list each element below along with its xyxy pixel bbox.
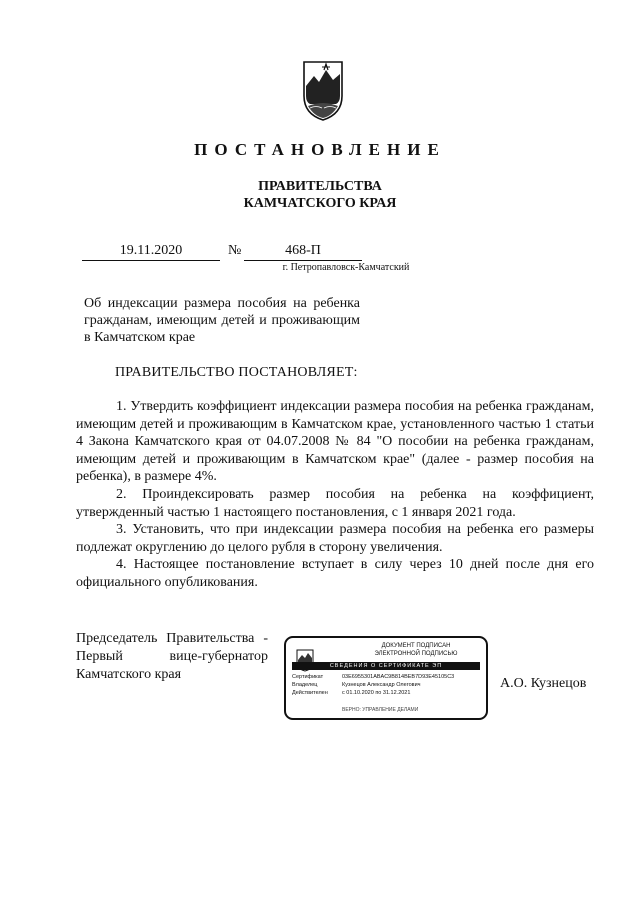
signer-position-line-1: Председатель Правительства -	[76, 631, 268, 646]
stamp-note: ВЕРНО: УПРАВЛЕНИЕ ДЕЛАМИ	[342, 707, 419, 713]
stamp-owner-value: Кузнецов Александр Олегович	[342, 682, 421, 688]
stamp-certificate-bar: СВЕДЕНИЯ О СЕРТИФИКАТЕ ЭП	[292, 662, 480, 670]
signer-position-line-2: Первый вице-губернатор	[76, 649, 268, 664]
city-label: г. Петропавловск-Камчатский	[282, 262, 410, 273]
stamp-validity-label: Действителен	[292, 690, 328, 696]
resolution-heading: ПРАВИТЕЛЬСТВО ПОСТАНОВЛЯЕТ:	[115, 365, 358, 380]
coat-of-arms-emblem	[300, 56, 346, 122]
paragraph-3: 3. Установить, что при индексации размера пособия на ребенка его размеры подлежат округлению до целого рубля в сторону увеличения.	[76, 522, 594, 555]
document-number: 468-П	[244, 243, 362, 261]
issuer-heading	[0, 178, 640, 212]
stamp-details	[292, 673, 482, 697]
stamp-validity-value: с 01.10.2020 по 31.12.2021	[342, 690, 411, 696]
electronic-signature-stamp	[284, 636, 488, 720]
stamp-title-line-1: ДОКУМЕНТ ПОДПИСАН	[381, 643, 451, 649]
stamp-row-certificate	[292, 673, 482, 681]
stamp-certificate-value: 03E6955301ABAC9B814BEB7D93E45105C3	[342, 674, 455, 680]
stamp-row-validity	[292, 689, 482, 697]
issuer-line-1: ПРАВИТЕЛЬСТВА	[258, 179, 382, 194]
paragraph-2: 2. Проиндексировать размер пособия на ребенка на коэффициент, утвержденный частью 1 настоящего постановления, с 1 января 2021 года.	[76, 486, 594, 520]
stamp-title-line-2: ЭЛЕКТРОННОЙ ПОДПИСЬЮ	[374, 651, 458, 657]
signer-position	[76, 630, 268, 684]
document-type-heading: ПОСТАНОВЛЕНИЕ	[194, 140, 446, 159]
signer-position-line-3: Камчатского края	[76, 667, 182, 682]
paragraph-1: 1. Утвердить коэффициент индексации размера пособия на ребенка гражданам, имеющим детей и проживающим в Камчатском крае, установленного частью 1 статьи 4 Закона Камчатского края от 04.07.2008 № 84 "О пособии на ребенка гражданам, имеющим детей и проживающим в Камчатском крае" (далее - размер пособия на ребенка), в размере 4%.	[76, 399, 594, 485]
document-date: 19.11.2020	[82, 243, 220, 261]
document-body	[76, 398, 594, 592]
issuer-line-2: КАМЧАТСКОГО КРАЯ	[243, 196, 397, 211]
number-sign: №	[228, 243, 242, 258]
stamp-row-owner	[292, 681, 482, 689]
stamp-certificate-label: Сертификат	[292, 674, 324, 680]
signer-name: А.О. Кузнецов	[500, 676, 587, 691]
paragraph-4: 4. Настоящее постановление вступает в силу через 10 дней после дня его официального опубликования.	[76, 557, 594, 590]
stamp-title	[346, 642, 486, 658]
stamp-owner-label: Владелец	[292, 682, 318, 688]
document-subject: Об индексации размера пособия на ребенка гражданам, имеющим детей и проживающим в Камчатском крае	[84, 296, 360, 345]
